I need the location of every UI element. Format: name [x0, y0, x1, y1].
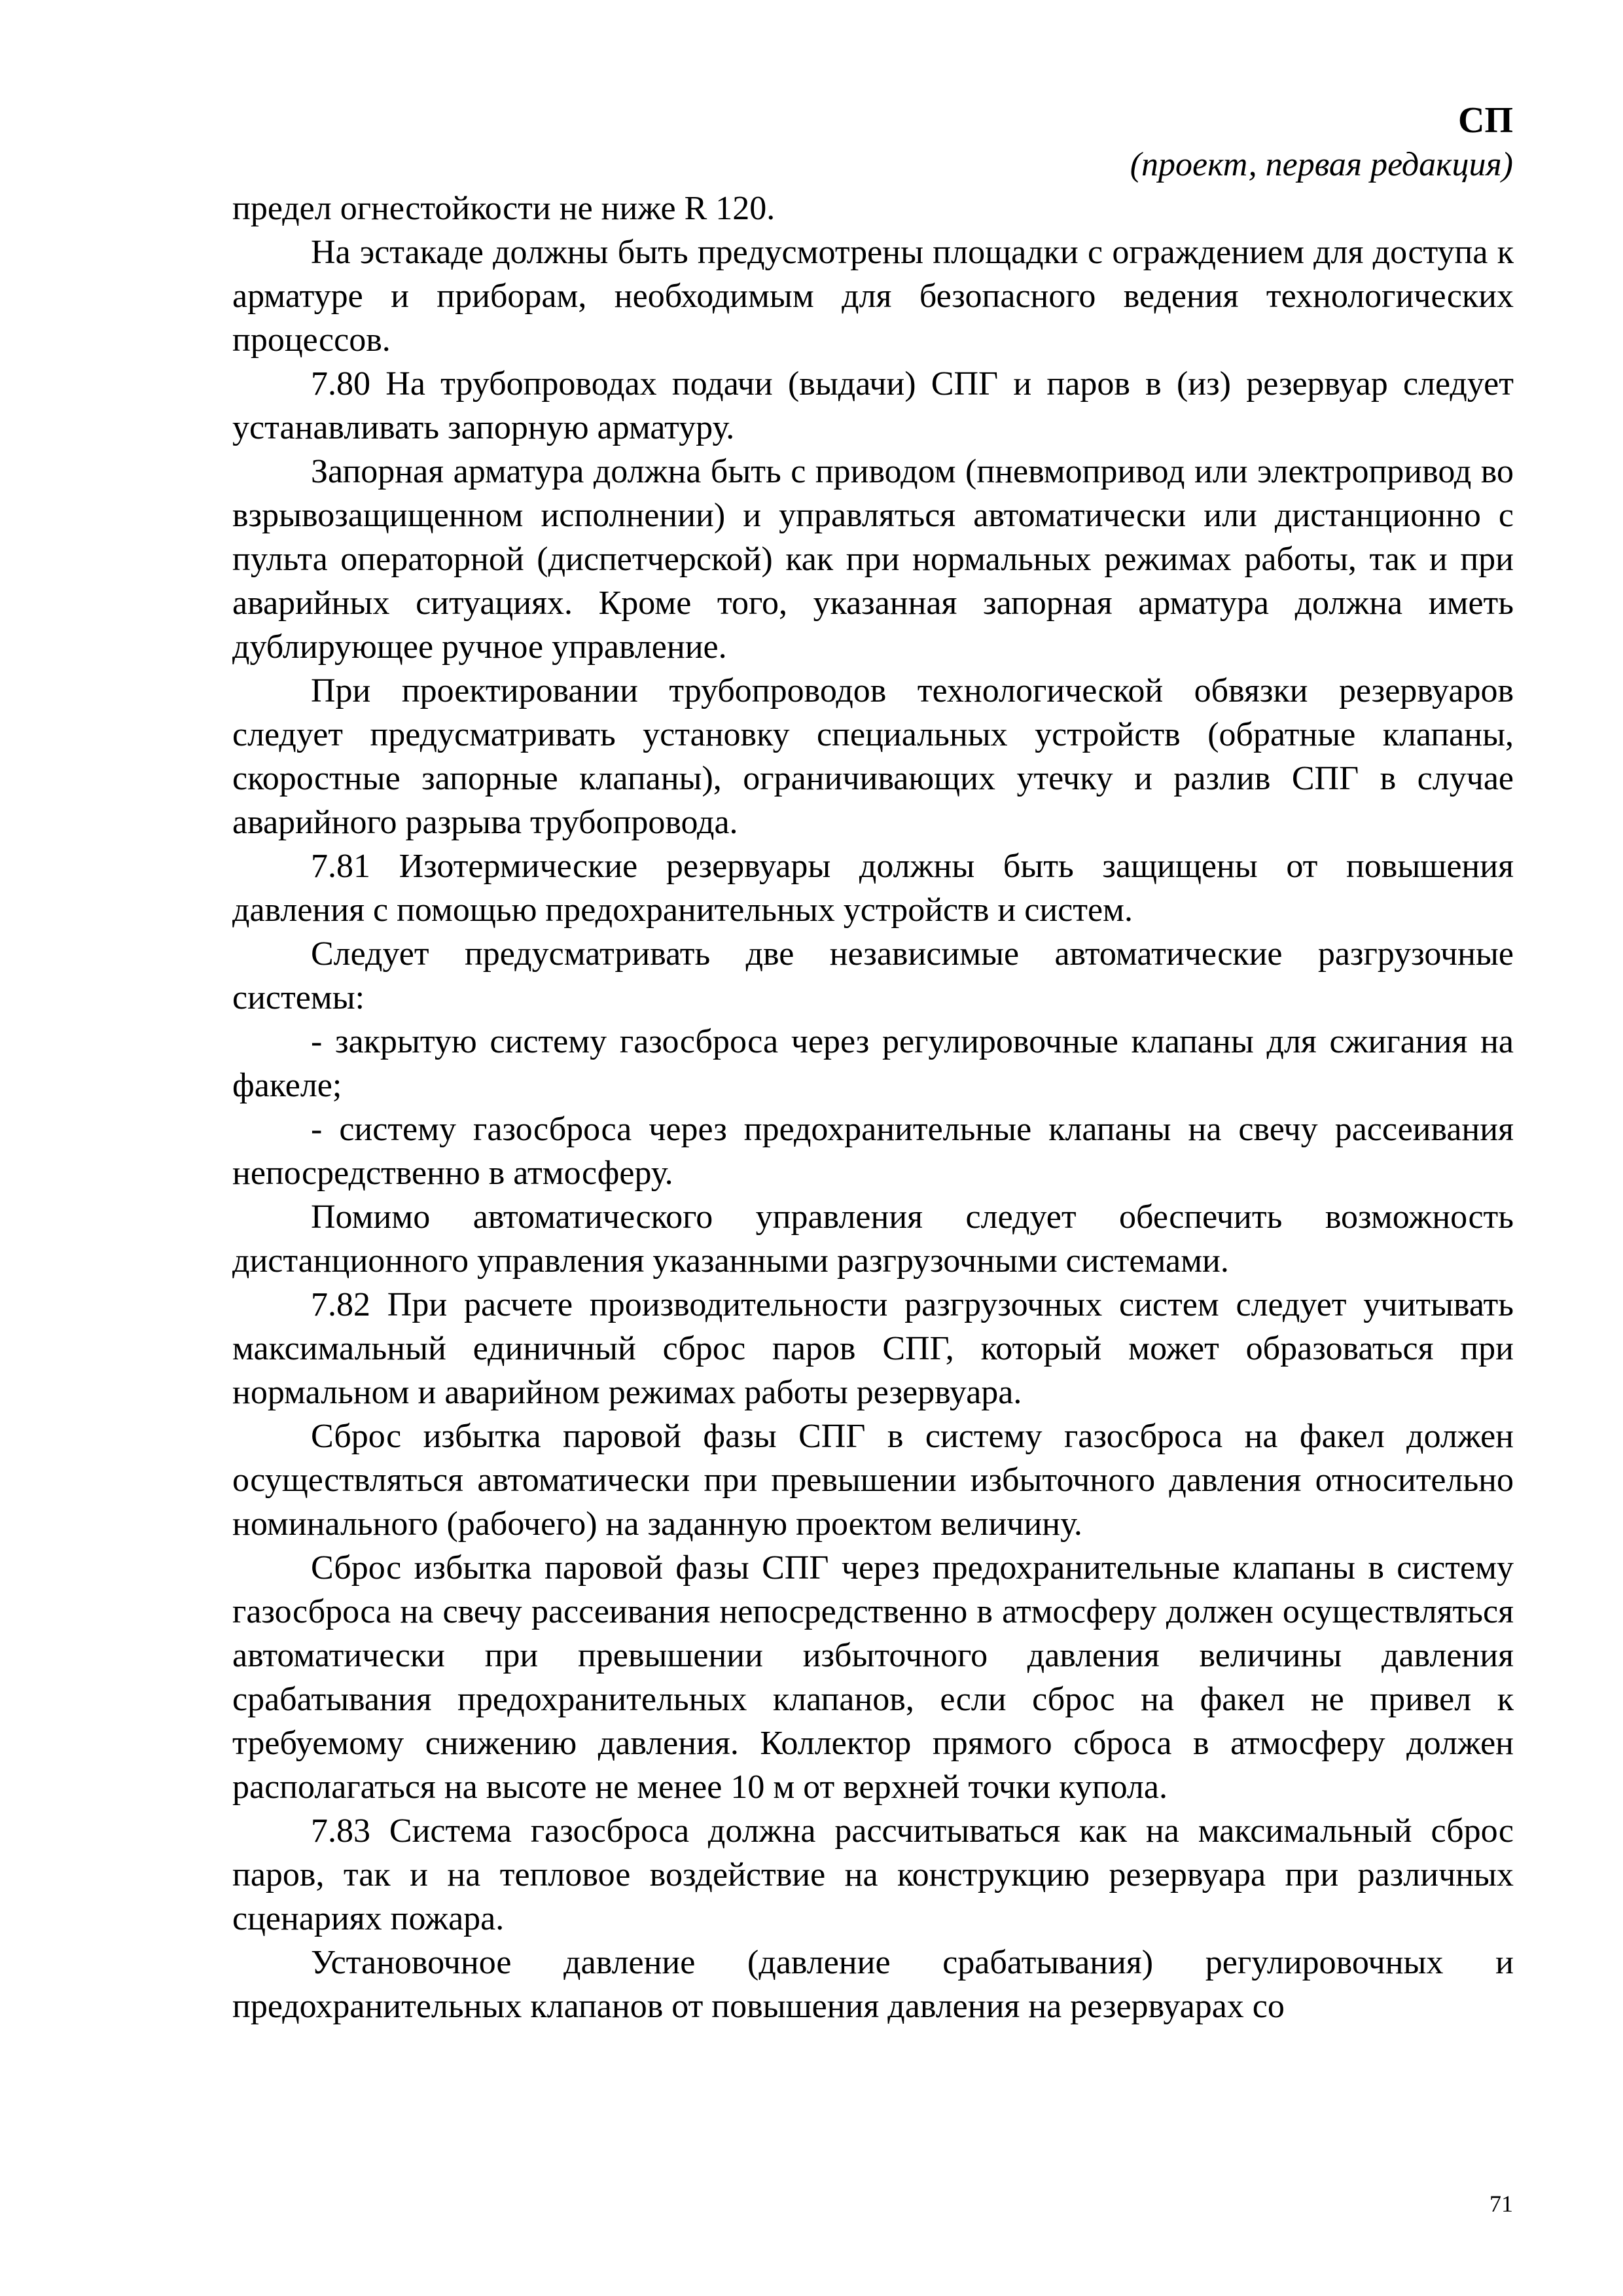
paragraph-7-82: 7.82 При расчете производительности разгрузочных систем следует учитывать максимальный единичный сброс паров СПГ, который может образоваться при нормальном и аварийном режимах работы резервуара.	[232, 1286, 1514, 1411]
paragraph: Следует предусматривать две независимые автоматические разгрузочные системы:	[232, 935, 1514, 1016]
list-item: - закрытую систему газосброса через регулировочные клапаны для сжигания на факеле;	[232, 1023, 1514, 1104]
document-body	[232, 187, 1514, 2028]
paragraph-7-80: 7.80 На трубопроводах подачи (выдачи) СПГ и паров в (из) резервуар следует устанавливать запорную арматуру.	[232, 365, 1514, 446]
paragraph: При проектировании трубопроводов технологической обвязки резервуаров следует предусматривать установку специальных устройств (обратные клапаны, скоростные запорные клапаны), ограничивающих утечку и разлив СПГ в случае аварийного разрыва трубопровода.	[232, 672, 1514, 841]
paragraph: Запорная арматура должна быть с приводом (пневмопривод или электропривод во взрывозащищенном исполнении) и управляться автоматически или дистанционно с пульта операторной (диспетчерской) как при нормальных режимах работы, так и при аварийных ситуациях. Кроме того, указанная запорная арматура должна иметь дублирующее ручное управление.	[232, 453, 1514, 666]
paragraph-continuation: предел огнестойкости не ниже R 120.	[232, 190, 776, 227]
paragraph: Сброс избытка паровой фазы СПГ через предохранительные клапаны в систему газосброса на свечу рассеивания непосредственно в атмосферу должен осуществляться автоматически при превышении избыточного давления величины давления срабатывания предохранительных клапанов, если сброс на факел не привел к требуемому снижению давления. Коллектор прямого сброса в атмосферу должен располагаться на высоте не менее 10 м от верхней точки купола.	[232, 1549, 1514, 1806]
paragraph: На эстакаде должны быть предусмотрены площадки с ограждением для доступа к арматуре и приборам, необходимым для безопасного ведения технологических процессов.	[232, 234, 1514, 359]
paragraph-7-83: 7.83 Система газосброса должна рассчитываться как на максимальный сброс паров, так и на тепловое воздействие на конструкцию резервуара при различных сценариях пожара.	[232, 1812, 1514, 1937]
page-header	[1130, 98, 1513, 187]
list-item: - систему газосброса через предохранительные клапаны на свечу рассеивания непосредственно в атмосферу.	[232, 1111, 1514, 1192]
document-edition: (проект, первая редакция)	[1130, 146, 1513, 183]
document-code: СП	[1458, 100, 1513, 141]
page-number: 71	[1489, 2191, 1513, 2217]
paragraph-7-81: 7.81 Изотермические резервуары должны быть защищены от повышения давления с помощью предохранительных устройств и систем.	[232, 848, 1514, 929]
paragraph: Установочное давление (давление срабатывания) регулировочных и предохранительных клапанов от повышения давления на резервуарах со	[232, 1944, 1514, 2025]
paragraph: Сброс избытка паровой фазы СПГ в систему газосброса на факел должен осуществляться автоматически при превышении избыточного давления относительно номинального (рабочего) на заданную проектом величину.	[232, 1418, 1514, 1543]
paragraph: Помимо автоматического управления следует обеспечить возможность дистанционного управления указанными разгрузочными системами.	[232, 1198, 1514, 1280]
